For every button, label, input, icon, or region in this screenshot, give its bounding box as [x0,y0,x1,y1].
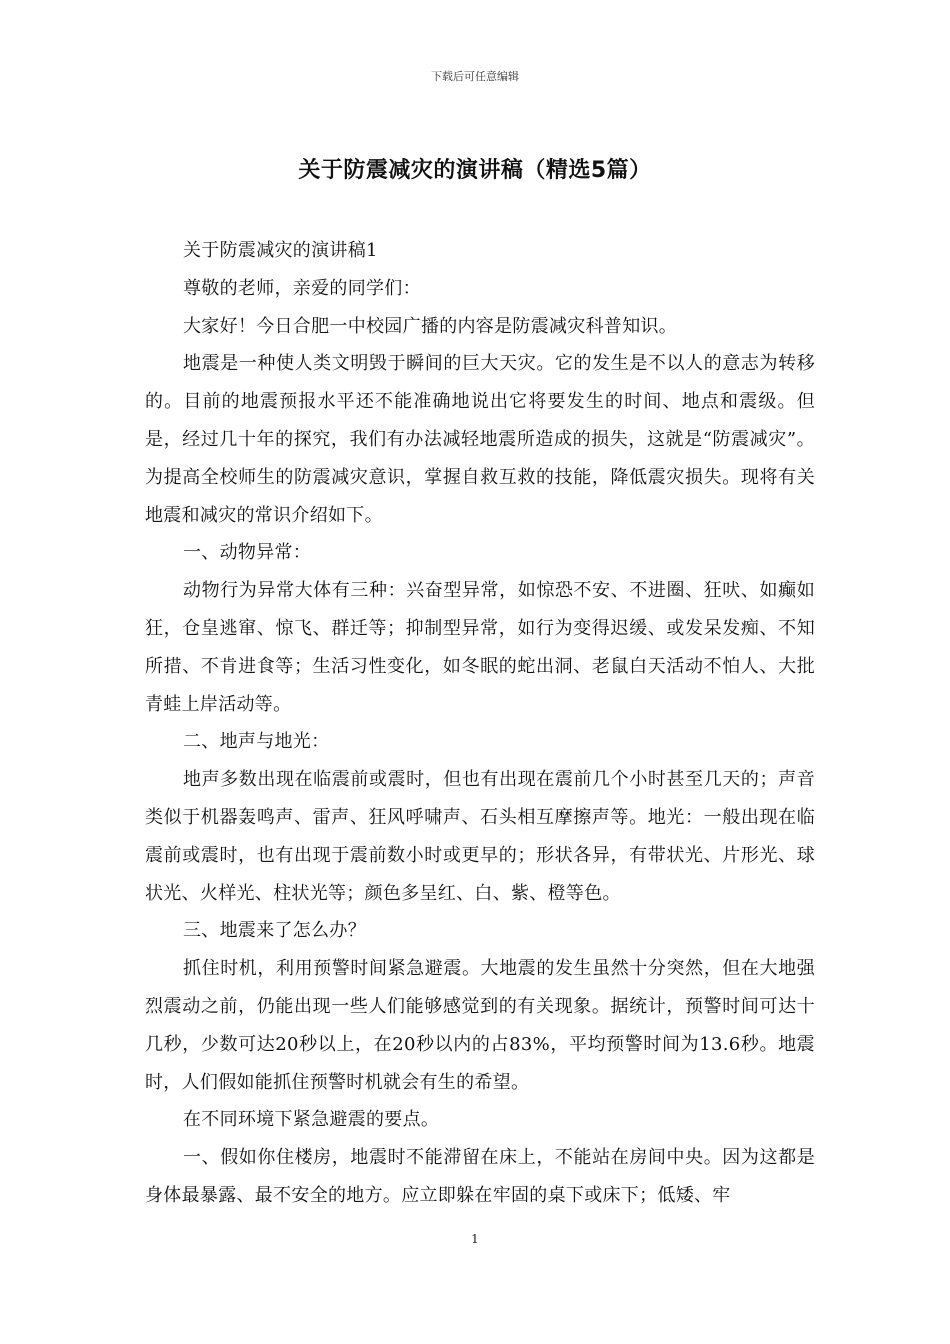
paragraph-speech-heading: 关于防震减灾的演讲稿1 [183,240,378,261]
paragraph-environment-points: 在不同环境下紧急避震的要点。 [183,1109,440,1131]
paragraph-warning-time: 抓住时机，利用预警时间紧急避震。大地震的发生虽然十分突然，但在大地强烈震动之前，仍能出现一些人们能够感觉到的有关现象。据统计，预警时间可达十几秒，少数可达20秒以上，在20秒以内的占83%，平均预警时间为13.6秒。地震时，人们假如能抓住预警时机就会有生的希望。 [145,958,815,1093]
header-note: 下载后可任意编辑 [431,70,519,83]
paragraph-animals: 动物行为异常大体有三种：兴奋型异常，如惊恐不安、不进圈、狂吠、如癫如狂，仓皇逃窜、惊飞、群迁等；抑制型异常，如行为变得迟缓、或发呆发痴、不知所措、不肯进食等；生活习性变化，如冬眠的蛇出洞、老鼠白天活动不怕人、大批青蛙上岸活动等。 [145,580,815,715]
paragraph-salutation: 尊敬的老师，亲爱的同学们： [183,277,421,299]
document-body [145,232,815,1215]
paragraph-greeting: 大家好！今日合肥一中校园广播的内容是防震减灾科普知识。 [183,315,678,337]
page-number: 1 [471,1232,479,1246]
document-title: 关于防震减灾的演讲稿（精选5篇） [298,158,652,183]
section-heading-animals: 一、动物异常： [183,542,312,564]
paragraph-building: 一、假如你住楼房，地震时不能滞留在床上，不能站在房间中央。因为这都是身体最暴露、最不安全的地方。应立即躲在牢固的桌下或床下；低矮、牢 [145,1147,815,1206]
paragraph-sound-light: 地声多数出现在临震前或震时，但也有出现在震前几个小时甚至几天的；声音类似于机器轰鸣声、雷声、狂风呼啸声、石头相互摩擦声等。地光：一般出现在临震前或震时，也有出现于震前数小时或更早的；形状各异，有带状光、片形光、球状光、火样光、柱状光等；颜色多呈红、白、紫、橙等色。 [145,769,815,904]
section-heading-what-to-do: 三、地震来了怎么办？ [183,920,366,942]
section-heading-sound-light: 二、地声与地光： [183,731,330,753]
paragraph-intro: 地震是一种使人类文明毁于瞬间的巨大天灾。它的发生是不以人的意志为转移的。目前的地震预报水平还不能准确地说出它将要发生的时间、地点和震级。但是，经过几十年的探究，我们有办法减轻地震所造成的损失，这就是“防震减灾”。为提高全校师生的防震减灾意识，掌握自救互救的技能，降低震灾损失。现将有关地震和减灾的常识介绍如下。 [145,353,815,526]
